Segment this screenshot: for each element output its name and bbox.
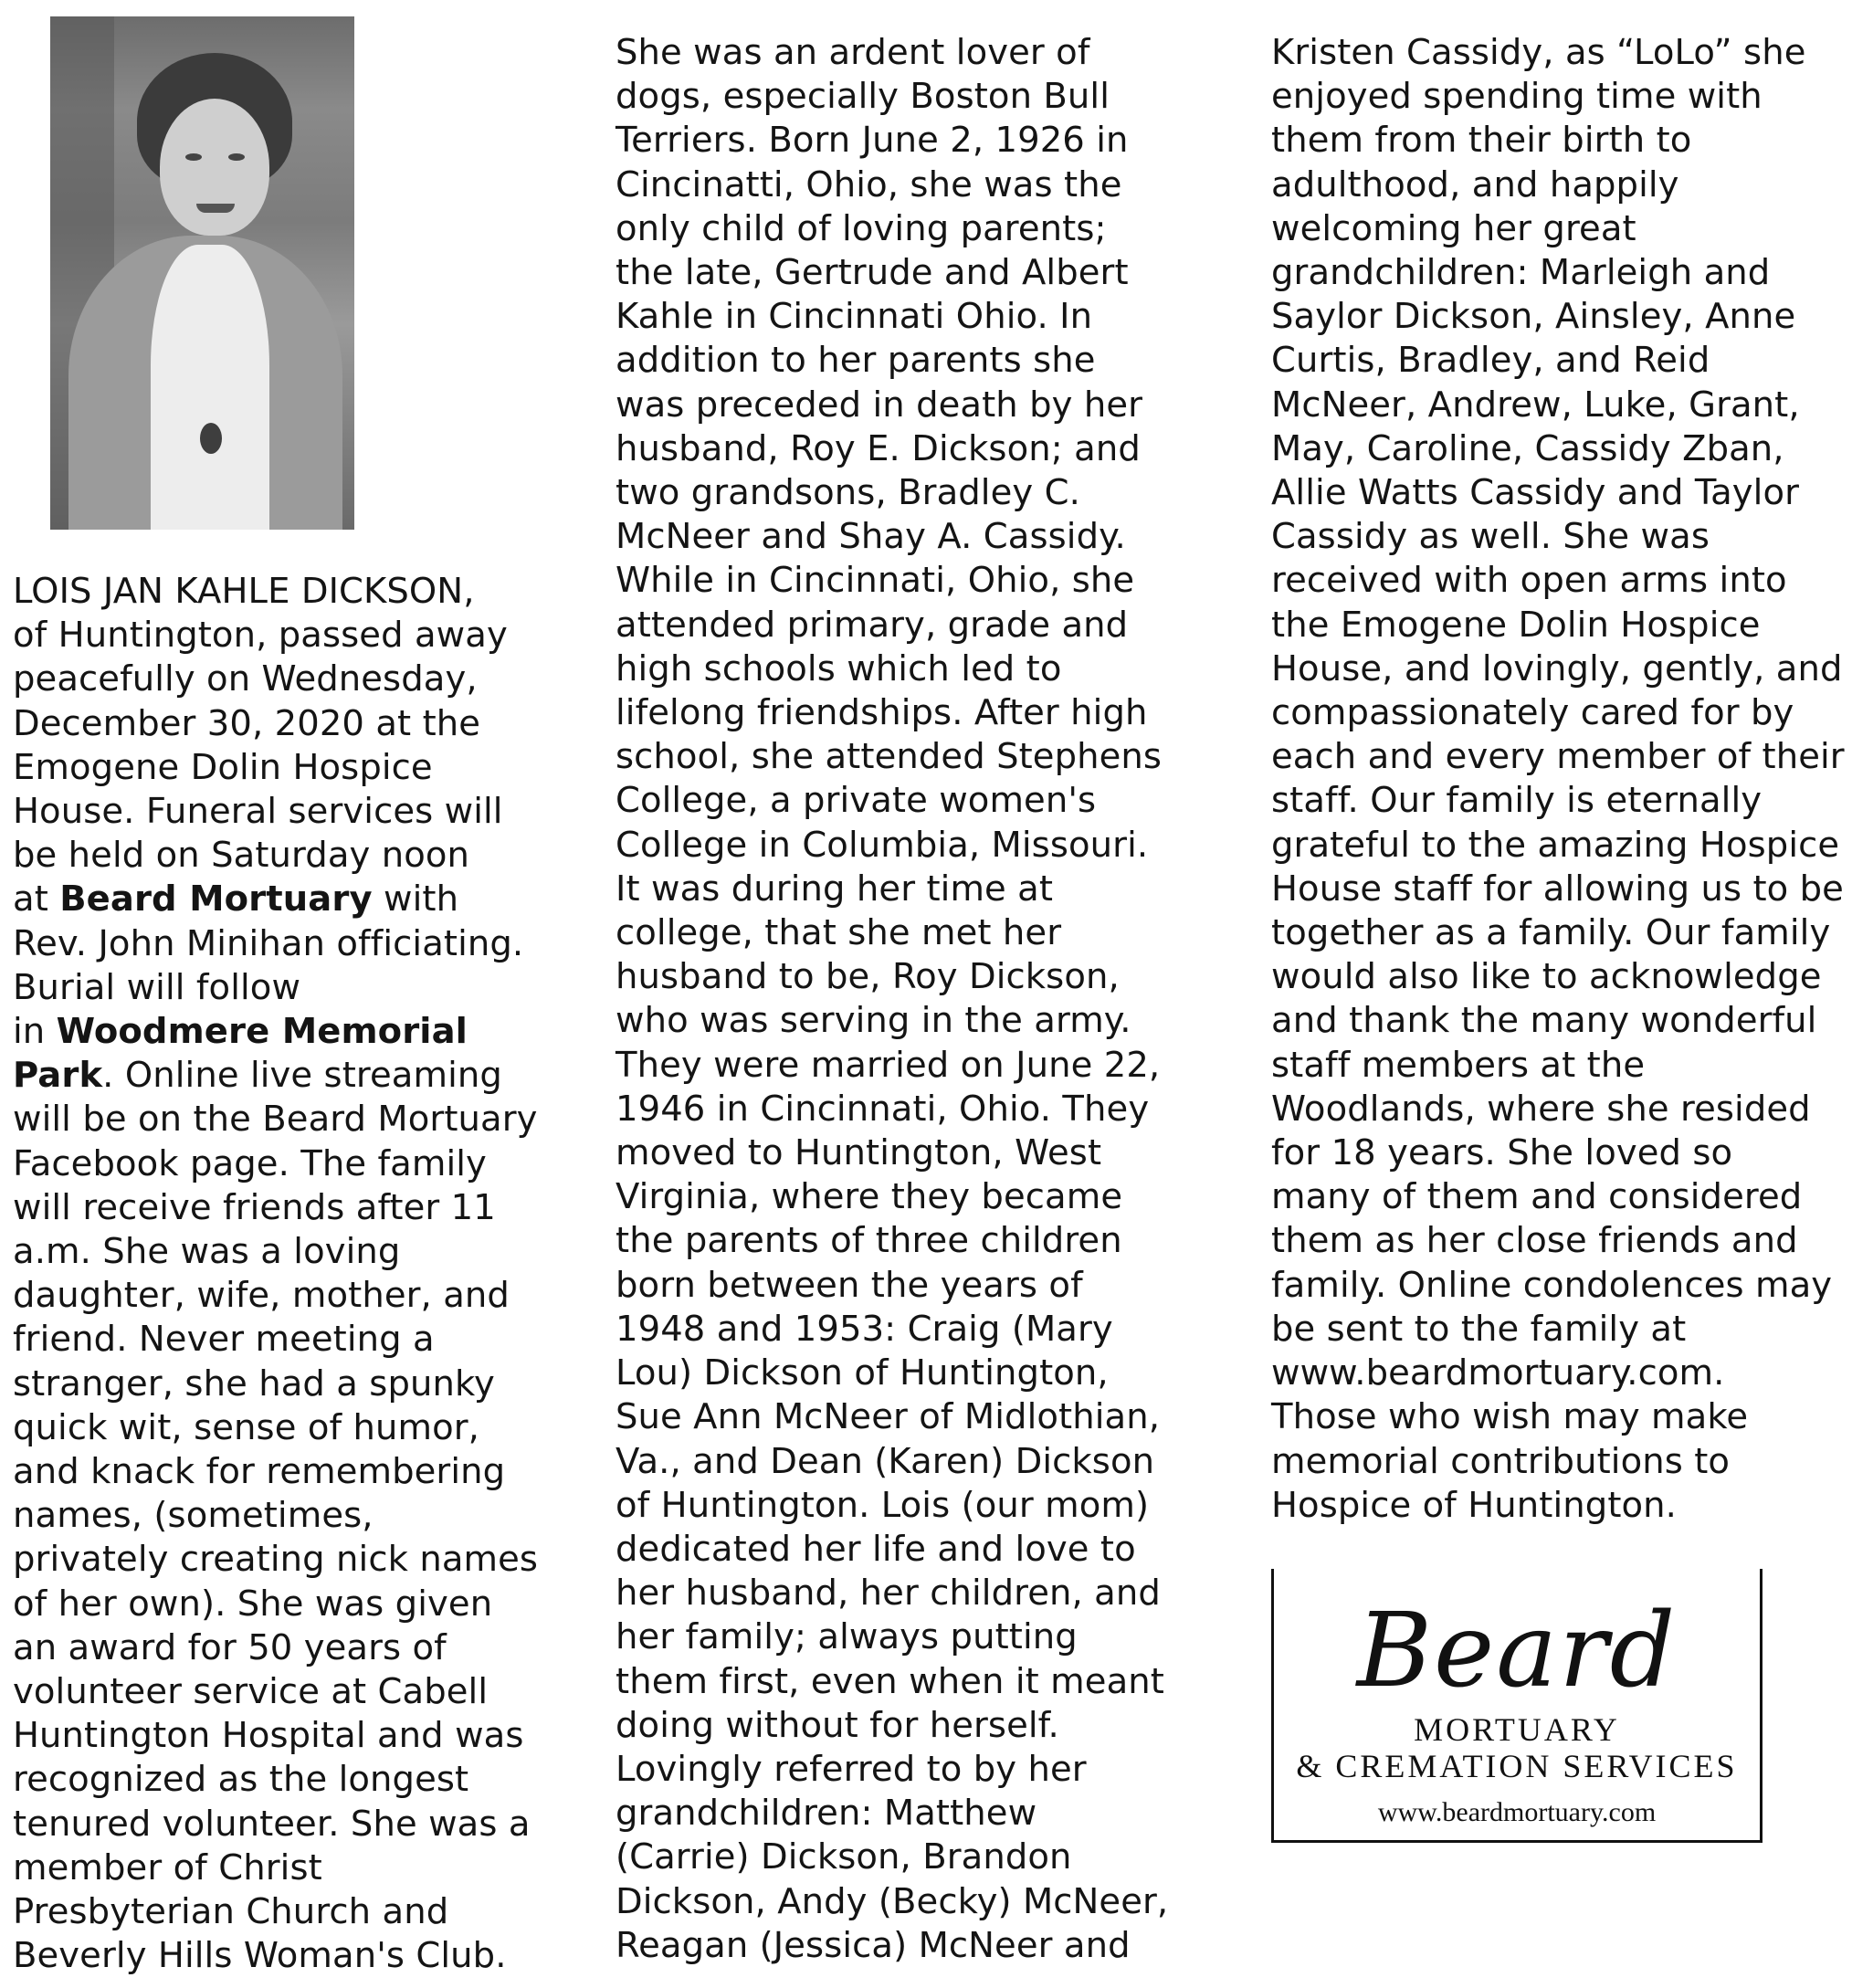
text-line: husband, Roy E. Dickson; and xyxy=(616,427,1141,469)
text-line xyxy=(13,1890,538,1934)
text-line xyxy=(13,1670,538,1714)
text-segment: House. Funeral services will xyxy=(13,791,503,833)
text-segment: friend. Never meeting a xyxy=(13,1319,435,1361)
text-line: addition to her parents she xyxy=(616,340,1096,382)
bold-text: Woodmere Memorial xyxy=(56,1011,468,1053)
text-segment: Rev. John Minihan officiating. xyxy=(13,922,524,964)
text-line xyxy=(13,790,538,834)
text-segment: daughter, wife, mother, and xyxy=(13,1275,510,1317)
text-line: Sue Ann McNeer of Midlothian, xyxy=(616,1396,1161,1438)
text-line: received with open arms into xyxy=(1271,560,1787,602)
text-line: welcoming her great xyxy=(1271,207,1636,249)
text-line: college, that she met her xyxy=(616,912,1062,954)
text-line: her husband, her children, and xyxy=(616,1573,1161,1615)
text-segment: a.m. She was a loving xyxy=(13,1231,401,1273)
text-line: Hospice of Huntington. xyxy=(1271,1484,1678,1526)
text-line: (Carrie) Dickson, Brandon xyxy=(616,1836,1072,1878)
text-line: Va., and Dean (Karen) Dickson xyxy=(616,1440,1155,1482)
text-line: husband to be, Roy Dickson, xyxy=(616,956,1120,998)
text-line: school, she attended Stephens xyxy=(616,736,1163,778)
text-segment: and knack for remembering xyxy=(13,1451,506,1493)
text-line: Reagan (Jessica) McNeer and xyxy=(616,1924,1131,1966)
text-line: 1948 and 1953: Craig (Mary xyxy=(616,1308,1113,1350)
text-line xyxy=(13,614,538,657)
logo-line-2: & CREMATION SERVICES xyxy=(1296,1748,1738,1784)
text-line xyxy=(13,1010,538,1054)
text-line: McNeer and Shay A. Cassidy. xyxy=(616,516,1126,558)
text-line: It was during her time at xyxy=(616,868,1054,910)
obituary-column-1 xyxy=(13,570,538,1979)
text-line xyxy=(13,1714,538,1758)
bold-text: Park xyxy=(13,1055,103,1097)
text-line: together as a family. Our family xyxy=(1271,912,1831,954)
logo-line-1: MORTUARY xyxy=(1414,1711,1620,1748)
text-line xyxy=(13,1318,538,1362)
text-line: Virginia, where they became xyxy=(616,1176,1123,1218)
text-line: the Emogene Dolin Hospice xyxy=(1271,604,1761,646)
text-line: College, a private women's xyxy=(616,780,1097,822)
text-line: adulthood, and happily xyxy=(1271,163,1679,205)
logo-url: www.beardmortuary.com xyxy=(1377,1797,1657,1827)
text-line: dedicated her life and love to xyxy=(616,1528,1136,1570)
text-line: House staff for allowing us to be xyxy=(1271,868,1844,910)
text-line: Kristen Cassidy, as “LoLo” she xyxy=(1271,32,1806,73)
text-line: the parents of three children xyxy=(616,1220,1122,1262)
text-line: doing without for herself. xyxy=(616,1704,1059,1746)
text-line: Kahle in Cincinnati Ohio. In xyxy=(616,296,1093,338)
text-line xyxy=(13,834,538,878)
text-line: and thank the many wonderful xyxy=(1271,1000,1817,1042)
text-line xyxy=(13,1626,538,1670)
text-line: them from their birth to xyxy=(1271,120,1692,162)
text-segment: will be on the Beard Mortuary xyxy=(13,1099,538,1141)
text-line: the late, Gertrude and Albert xyxy=(616,252,1129,294)
text-line: many of them and considered xyxy=(1271,1176,1803,1218)
text-line xyxy=(13,570,538,614)
text-segment: tenured volunteer. She was a xyxy=(13,1803,531,1845)
text-line: born between the years of xyxy=(616,1264,1083,1306)
text-line: moved to Huntington, West xyxy=(616,1132,1102,1174)
text-line: compassionately cared for by xyxy=(1271,692,1794,734)
text-line xyxy=(13,1098,538,1141)
portrait-photo xyxy=(50,16,354,530)
text-line: Dickson, Andy (Becky) McNeer, xyxy=(616,1880,1169,1922)
text-segment: member of Christ xyxy=(13,1846,322,1888)
text-segment: in xyxy=(13,1011,57,1053)
text-segment: at xyxy=(13,878,60,920)
text-segment: recognized as the longest xyxy=(13,1759,469,1801)
text-line xyxy=(13,1274,538,1318)
text-line xyxy=(13,878,538,921)
text-segment: quick wit, sense of humor, xyxy=(13,1406,479,1448)
text-line xyxy=(13,1362,538,1406)
text-segment: Burial will follow xyxy=(13,966,301,1008)
text-line: staff members at the xyxy=(1271,1044,1646,1086)
text-line xyxy=(13,1846,538,1890)
text-line: grandchildren: Marleigh and xyxy=(1271,252,1771,294)
beard-mortuary-logo xyxy=(1271,1569,1763,1843)
text-line: two grandsons, Bradley C. xyxy=(616,472,1080,514)
text-segment: Beverly Hills Woman's Club. xyxy=(13,1935,507,1977)
text-line: While in Cincinnati, Ohio, she xyxy=(616,560,1135,602)
text-segment: volunteer service at Cabell xyxy=(13,1671,489,1713)
obituary-column-2 xyxy=(616,31,1168,1968)
text-line xyxy=(13,1406,538,1450)
text-line xyxy=(13,1186,538,1230)
text-line xyxy=(13,966,538,1010)
text-line: them as her close friends and xyxy=(1271,1220,1798,1262)
text-line xyxy=(13,1583,538,1626)
text-line: House, and lovingly, gently, and xyxy=(1271,647,1843,689)
text-line: her family; always putting xyxy=(616,1616,1078,1658)
text-line: Allie Watts Cassidy and Taylor xyxy=(1271,472,1800,514)
text-segment: LOIS JAN KAHLE DICKSON, xyxy=(13,571,475,612)
text-segment: with xyxy=(372,878,459,920)
text-line: Cincinatti, Ohio, she was the xyxy=(616,163,1122,205)
text-segment: Facebook page. The family xyxy=(13,1142,487,1184)
text-line xyxy=(13,746,538,790)
text-line: grandchildren: Matthew xyxy=(616,1793,1037,1835)
text-segment: be held on Saturday noon xyxy=(13,835,470,877)
text-line xyxy=(13,1054,538,1098)
text-line: was preceded in death by her xyxy=(616,384,1143,426)
text-line: attended primary, grade and xyxy=(616,604,1129,646)
text-line xyxy=(13,1758,538,1802)
text-line xyxy=(13,1934,538,1978)
text-line: Curtis, Bradley, and Reid xyxy=(1271,340,1710,382)
obituary-column-3 xyxy=(1271,31,1845,1528)
text-segment: names, (sometimes, xyxy=(13,1495,374,1537)
text-segment: Emogene Dolin Hospice xyxy=(13,746,433,788)
text-segment: December 30, 2020 at the xyxy=(13,702,481,744)
text-line: family. Online condolences may xyxy=(1271,1264,1833,1306)
text-line xyxy=(13,657,538,701)
text-line: Lovingly referred to by her xyxy=(616,1748,1087,1790)
text-line xyxy=(13,1230,538,1274)
text-line: would also like to acknowledge xyxy=(1271,956,1822,998)
text-line: Saylor Dickson, Ainsley, Anne xyxy=(1271,296,1796,338)
text-line: high schools which led to xyxy=(616,647,1062,689)
text-line xyxy=(13,922,538,966)
text-segment: an award for 50 years of xyxy=(13,1626,447,1668)
text-line: of Huntington. Lois (our mom) xyxy=(616,1484,1150,1526)
logo-script: Beard xyxy=(1356,1592,1678,1710)
text-line: dogs, especially Boston Bull xyxy=(616,76,1110,118)
text-line: grateful to the amazing Hospice xyxy=(1271,824,1840,866)
text-line: memorial contributions to xyxy=(1271,1440,1731,1482)
text-line xyxy=(13,1494,538,1538)
text-line: for 18 years. She loved so xyxy=(1271,1132,1733,1174)
text-line: She was an ardent lover of xyxy=(616,32,1090,73)
bold-text: Beard Mortuary xyxy=(59,878,373,920)
text-line: each and every member of their xyxy=(1271,736,1845,778)
text-line: May, Caroline, Cassidy Zban, xyxy=(1271,427,1784,469)
text-line xyxy=(13,1538,538,1582)
text-segment: peacefully on Wednesday, xyxy=(13,658,478,700)
text-line: www.beardmortuary.com. xyxy=(1271,1352,1725,1394)
text-line: them first, even when it meant xyxy=(616,1660,1164,1702)
text-line: only child of loving parents; xyxy=(616,207,1107,249)
text-line: Cassidy as well. She was xyxy=(1271,516,1710,558)
text-segment: stranger, she had a spunky xyxy=(13,1362,495,1404)
text-line: McNeer, Andrew, Luke, Grant, xyxy=(1271,384,1800,426)
text-segment: of her own). She was given xyxy=(13,1583,493,1625)
text-line: be sent to the family at xyxy=(1271,1308,1687,1350)
text-line xyxy=(13,702,538,746)
text-segment: of Huntington, passed away xyxy=(13,615,508,657)
text-segment: will receive friends after 11 xyxy=(13,1186,496,1228)
text-line: staff. Our family is eternally xyxy=(1271,780,1763,822)
text-line: College in Columbia, Missouri. xyxy=(616,824,1149,866)
text-line: Those who wish may make xyxy=(1271,1396,1749,1438)
text-segment: Huntington Hospital and was xyxy=(13,1715,524,1757)
text-line: lifelong friendships. After high xyxy=(616,692,1148,734)
text-line: enjoyed spending time with xyxy=(1271,76,1763,118)
text-line: who was serving in the army. xyxy=(616,1000,1131,1042)
text-line xyxy=(13,1803,538,1846)
text-segment: . Online live streaming xyxy=(102,1055,502,1097)
text-line xyxy=(13,1450,538,1494)
text-line: Woodlands, where she resided xyxy=(1271,1088,1811,1130)
text-line: They were married on June 22, xyxy=(616,1044,1161,1086)
text-line xyxy=(13,1142,538,1186)
text-line: 1946 in Cincinnati, Ohio. They xyxy=(616,1088,1150,1130)
text-line: Terriers. Born June 2, 1926 in xyxy=(616,120,1129,162)
text-line: Lou) Dickson of Huntington, xyxy=(616,1352,1109,1394)
text-segment: privately creating nick names xyxy=(13,1539,539,1581)
text-segment: Presbyterian Church and xyxy=(13,1891,449,1933)
